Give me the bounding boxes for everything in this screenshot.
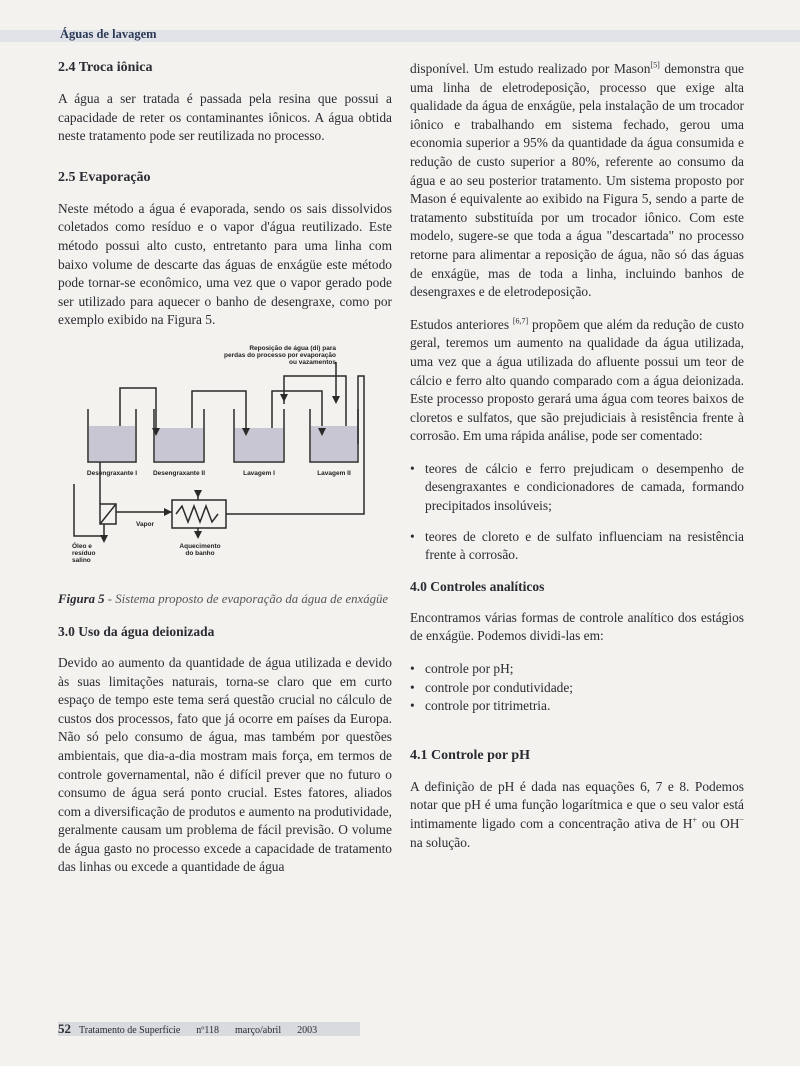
reference-6-7: [6,7] <box>512 316 529 326</box>
issue-period: março/abril <box>235 1025 282 1036</box>
reference-5: [5] <box>650 60 660 70</box>
fig-heating-label-1: Aquecimento <box>179 542 221 550</box>
caption-text: - Sistema proposto de evaporação da água de enxágüe <box>104 591 389 606</box>
page-footer <box>58 1022 360 1036</box>
fig-tank-label-2: Desengraxante II <box>152 469 206 477</box>
section-4-0-title: 4.0 Controles analíticos <box>410 578 545 594</box>
section-4-1-text <box>410 778 744 852</box>
fig-residue-label-2: resíduo <box>72 549 96 557</box>
fig-top-label-1: Reposição de água (di) para <box>249 344 336 352</box>
section-3-0-title: 3.0 Uso da água deionizada <box>58 623 215 639</box>
issue-year: 2003 <box>297 1025 318 1036</box>
paragraph-estudos-b: propõem que além da redução de custo geral, teremos um aumento na qualidade da água utilizada, uma vez que a água utilizada do afluente possui um teor de cálcio e ferro alto quando comparado com a água deionizada. Este processo proposto gerará uma água com teores baixos de cloretos e sulfatos, que são prejudiciais à resistência frente à corrosão. Em uma rápida análise, pode ser comentado: <box>410 316 744 444</box>
issue-number: nº118 <box>196 1025 220 1036</box>
list-item: • teores de cloreto e de sulfato influenciam na resistência frente à corrosão. <box>410 528 744 565</box>
fig-top-label-2: perdas do processo por evaporação <box>224 351 336 359</box>
list-item: • controle por condutividade; <box>410 679 744 698</box>
list-item: • controle por pH; <box>410 660 744 679</box>
fig-tank-label-4: Lavagem II <box>317 469 351 477</box>
figure-5-diagram <box>58 344 392 582</box>
section-4-1-text-b: ou OH <box>697 816 740 831</box>
page-number: 52 <box>58 1021 71 1036</box>
fig-residue-label-3: salino <box>72 556 91 564</box>
journal-name: Tratamento de Superfície <box>79 1025 181 1036</box>
figure-5-caption <box>58 590 392 608</box>
fig-heating-label-2: do banho <box>185 549 215 557</box>
section-4-1-text-c: na solução. <box>410 834 471 850</box>
fig-residue-label-1: Óleo e <box>72 542 92 550</box>
list-item: • teores de cálcio e ferro prejudicam o desempenho de desengraxantes e condicionadores de camada, formando precipitados insolúveis; <box>410 460 744 516</box>
caption-label: Figura 5 <box>58 591 105 606</box>
left-column <box>58 60 392 891</box>
paragraph-estudos-a: Estudos anteriores <box>410 316 513 332</box>
section-4-0-text: Encontramos várias formas de controle analítico dos estágios de enxágüe. Podemos dividi-las em: <box>410 609 744 644</box>
section-2-4-title: 2.4 Troca iônica <box>58 60 153 75</box>
section-4-1-text-a: A definição de pH é dada nas equações 6, 7 e 8. Podemos notar que pH é uma função logarítmica e que o seu valor está intimamente ligado com a concentração ativa de H <box>410 778 744 831</box>
paragraph-mason-a: disponível. Um estudo realizado por Mason <box>410 61 651 76</box>
liquid-fill <box>89 426 135 461</box>
paragraph-estudos <box>410 316 744 446</box>
section-2-5-text: Neste método a água é evaporada, sendo os sais dissolvidos coletados como resíduo e o vapor d'água reutilizado. Este método possui alto custo, entretanto para uma linha com baixo volume de descarte das águas de enxágüe este método pode tornar-se econômico, uma vez que o vapor gerado pode ser utilizado para aquecer o banho de desengraxe, como por exemplo exibido na Figura 5. <box>58 200 392 328</box>
right-column <box>410 60 744 866</box>
sup-plus: + <box>692 815 697 825</box>
section-2-5-title: 2.5 Evaporação <box>58 169 151 185</box>
bullet-list-controls <box>410 660 744 716</box>
fig-top-label-3: ou vazamentos <box>289 358 336 366</box>
fig-vapor-label: Vapor <box>136 520 155 528</box>
running-head: Águas de lavagem <box>60 27 157 41</box>
fig-tank-label-1: Desengraxante I <box>86 469 138 477</box>
list-item: • controle por titrimetria. <box>410 697 744 716</box>
bullet-list-effects <box>410 460 744 565</box>
section-4-1-title: 4.1 Controle por pH <box>410 747 531 763</box>
paragraph-mason-b: demonstra que uma linha de eletrodeposição, processo que exige alta qualidade da água de enxágüe, pela instalação de um trocador iônico e trabalhando em sistema fechado, gerou uma economia superior a 95% da quantidade da água consumida e redução de custo superior a 80%, referente ao consumo da água e ao seu posterior tratamento. Um sistema proposto por Mason é equivalente ao exibido na Figura 5, sendo a parte de tratamento substituída por um trocador iônico. Com este modelo, sugere-se que toda a água "descartada" no processo retorne para alimentar a reposição de água, não só das águas de enxágüe, mas de toda a linha, incluindo banhos de desengraxes e de eletrodeposição. <box>410 61 745 300</box>
fig-tank-label-3: Lavagem I <box>243 469 275 477</box>
sup-minus: − <box>739 815 744 825</box>
section-2-4-text: A água a ser tratada é passada pela resina que possui a capacidade de reter os contaminantes iônicos. A água obtida neste tratamento pode ser reutilizada no processo. <box>58 91 392 144</box>
paragraph-mason <box>410 60 744 302</box>
section-3-0-text: Devido ao aumento da quantidade de água utilizada e devido às suas limitações naturais, torna-se claro que em curto espaço de tempo este tema será questão crucial no cálculo de custos dos processos, fato que já ocorre em países da Europa. Não só pelo consumo de água, mas também por questões ambientais, que dia-a-dia mostram mais força, em termos de controle governamental, não é difícil prever que no futuro o consumo de água será ponto crucial. Estes fatores, aliados com a diversificação de produtos e aumento na produtividade, geralmente causam um problema de fácil previsão. O volume de água gasto no processo excede a capacidade de tratamento das linhas ou excede a quantidade de água <box>58 654 392 875</box>
